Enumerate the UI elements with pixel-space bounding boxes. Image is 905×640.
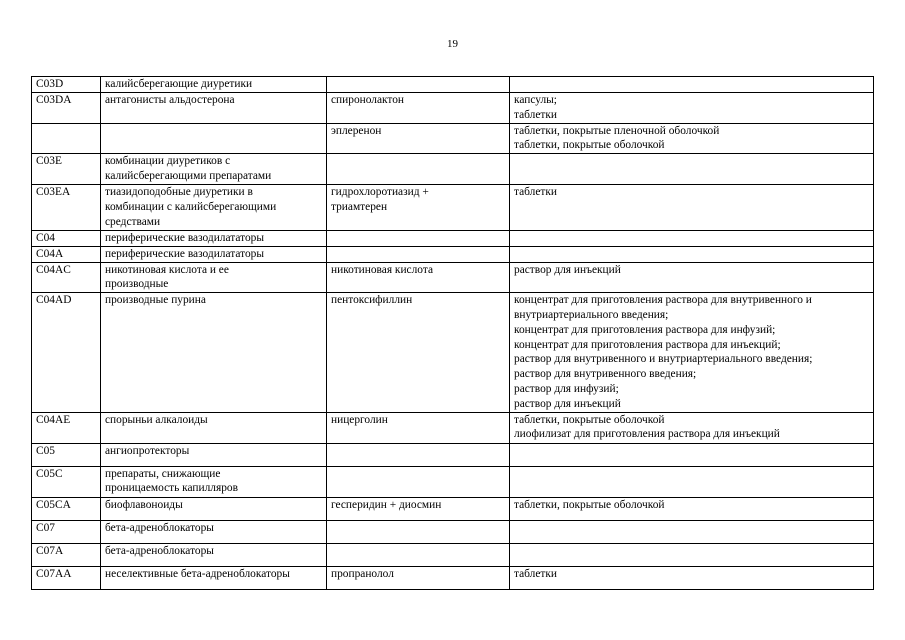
group-cell [101, 123, 327, 154]
group-cell [101, 466, 327, 497]
table-row [32, 123, 874, 154]
cell-line: комбинации с калийсберегающими [105, 200, 277, 213]
table-row [32, 93, 874, 124]
drug-name-cell [327, 77, 510, 93]
cell-line: таблетки, покрытые оболочкой [514, 413, 665, 426]
group-cell [101, 185, 327, 230]
table-row [32, 154, 874, 185]
cell-line: пропранолол [331, 567, 394, 580]
cell-text: C07A [36, 544, 64, 557]
dosage-form-cell [510, 246, 874, 262]
cell-line: внутриартериального введения; [514, 308, 669, 321]
cell-line: раствор для инфузий; [514, 382, 619, 395]
group-cell [101, 154, 327, 185]
table-row [32, 412, 874, 443]
cell-line: раствор для внутривенного и внутриартериального введения; [514, 353, 813, 366]
cell-line: триамтерен [331, 200, 388, 213]
drug-name-cell [327, 123, 510, 154]
dosage-form-cell [510, 293, 874, 412]
cell-line: никотиновая кислота [331, 263, 434, 276]
cell-text: C07 [36, 521, 55, 534]
atc-code-cell [32, 77, 101, 93]
cell-line: антагонисты альдостерона [105, 94, 235, 106]
cell-text: C03E [36, 155, 62, 168]
cell-line: концентрат для приготовления раствора для внутривенного и [514, 294, 812, 307]
cell-line: калийсберегающими препаратами [105, 169, 272, 182]
atc-code-cell [32, 123, 101, 154]
cell-line: спорыньи алкалоиды [105, 413, 208, 426]
group-cell [101, 77, 327, 93]
atc-code-cell [32, 293, 101, 412]
drug-name-cell [327, 443, 510, 466]
group-cell [101, 520, 327, 543]
atc-code-cell [32, 230, 101, 246]
atc-code-cell [32, 154, 101, 185]
drug-name-cell [327, 520, 510, 543]
cell-line: таблетки, покрытые оболочкой [514, 139, 665, 152]
cell-text: C03EA [36, 186, 71, 199]
cell-line: таблетки, покрытые пленочной оболочкой [514, 124, 720, 137]
table-row [32, 566, 874, 589]
cell-line: тиазидоподобные диуретики в [105, 186, 253, 199]
dosage-form-cell [510, 520, 874, 543]
dosage-form-cell [510, 443, 874, 466]
cell-line: производные пурина [105, 294, 206, 307]
group-cell [101, 566, 327, 589]
dosage-form-cell [510, 543, 874, 566]
table-row [32, 443, 874, 466]
atc-code-cell [32, 543, 101, 566]
cell-line: ангиопротекторы [105, 444, 190, 457]
cell-line: никотиновая кислота и ее [105, 263, 229, 276]
cell-text: C05C [36, 467, 63, 480]
cell-text: C04 [36, 231, 55, 244]
drug-name-cell [327, 93, 510, 124]
cell-text: C04AE [36, 413, 71, 426]
cell-text: C05 [36, 444, 55, 457]
table-row [32, 466, 874, 497]
drug-name-cell [327, 185, 510, 230]
table-row [32, 262, 874, 293]
dosage-form-cell [510, 93, 874, 124]
atc-code-cell [32, 185, 101, 230]
atc-code-cell [32, 246, 101, 262]
atc-code-cell [32, 520, 101, 543]
group-cell [101, 93, 327, 124]
table-row [32, 497, 874, 520]
drug-name-cell [327, 543, 510, 566]
dosage-form-cell [510, 262, 874, 293]
cell-line: гесперидин + диосмин [331, 498, 442, 511]
cell-line: производные [105, 278, 169, 291]
atc-code-cell [32, 466, 101, 497]
table-body [32, 77, 874, 590]
group-cell [101, 293, 327, 412]
atc-code-cell [32, 412, 101, 443]
atc-code-cell [32, 497, 101, 520]
table-row [32, 185, 874, 230]
cell-text: C03D [36, 78, 64, 90]
cell-line: таблетки, покрытые оболочкой [514, 498, 665, 511]
cell-text: C04AC [36, 263, 71, 276]
cell-line: таблетки [514, 567, 558, 580]
dosage-form-cell [510, 154, 874, 185]
cell-line: препараты, снижающие [105, 467, 221, 480]
cell-line: бета-адреноблокаторы [105, 544, 214, 557]
group-cell [101, 246, 327, 262]
cell-line: биофлавоноиды [105, 498, 183, 511]
cell-text: C04AD [36, 294, 72, 307]
group-cell [101, 497, 327, 520]
atc-code-cell [32, 443, 101, 466]
cell-line: гидрохлоротиазид + [331, 186, 429, 199]
cell-line: таблетки [514, 186, 558, 199]
drug-name-cell [327, 412, 510, 443]
atc-code-cell [32, 93, 101, 124]
cell-text: C07AA [36, 567, 72, 580]
drug-classification-table [31, 76, 874, 590]
cell-line: периферические вазодилататоры [105, 231, 264, 244]
cell-line: эплеренон [331, 124, 382, 137]
cell-line: концентрат для приготовления раствора для инъекций; [514, 338, 781, 351]
cell-line: периферические вазодилататоры [105, 247, 264, 260]
dosage-form-cell [510, 230, 874, 246]
dosage-form-cell [510, 77, 874, 93]
cell-line: концентрат для приготовления раствора для инфузий; [514, 323, 776, 336]
group-cell [101, 543, 327, 566]
cell-line: раствор для инъекций [514, 263, 621, 276]
cell-line: ницерголин [331, 413, 388, 426]
dosage-form-cell [510, 185, 874, 230]
table-row [32, 230, 874, 246]
cell-line: комбинации диуретиков с [105, 155, 231, 168]
cell-line: раствор для внутривенного введения; [514, 368, 697, 381]
cell-line: спиронолактон [331, 94, 405, 106]
cell-line: бета-адреноблокаторы [105, 521, 214, 534]
cell-text: C04A [36, 247, 64, 260]
table-row [32, 520, 874, 543]
drug-name-cell [327, 154, 510, 185]
atc-code-cell [32, 262, 101, 293]
page-number: 19 [447, 38, 458, 50]
dosage-form-cell [510, 412, 874, 443]
group-cell [101, 443, 327, 466]
drug-name-cell [327, 466, 510, 497]
dosage-form-cell [510, 123, 874, 154]
cell-line: проницаемость капилляров [105, 482, 238, 495]
cell-line: калийсберегающие диуретики [105, 78, 253, 90]
dosage-form-cell [510, 497, 874, 520]
drug-name-cell [327, 230, 510, 246]
cell-line: неселективные бета-адреноблокаторы [105, 567, 290, 580]
cell-line: пентоксифиллин [331, 294, 413, 307]
drug-name-cell [327, 246, 510, 262]
cell-text: C03DA [36, 94, 72, 106]
dosage-form-cell [510, 466, 874, 497]
group-cell [101, 262, 327, 293]
table-row [32, 246, 874, 262]
cell-text: C05CA [36, 498, 71, 511]
group-cell [101, 230, 327, 246]
drug-name-cell [327, 262, 510, 293]
drug-name-cell [327, 293, 510, 412]
drug-name-cell [327, 497, 510, 520]
atc-code-cell [32, 566, 101, 589]
group-cell [101, 412, 327, 443]
cell-line: таблетки [514, 108, 558, 121]
cell-line: средствами [105, 215, 161, 228]
dosage-form-cell [510, 566, 874, 589]
cell-line: капсулы; [514, 94, 557, 106]
drug-name-cell [327, 566, 510, 589]
cell-line: лиофилизат для приготовления раствора для инъекций [514, 428, 780, 441]
table-row [32, 543, 874, 566]
cell-line: раствор для инъекций [514, 397, 621, 410]
table-row [32, 293, 874, 412]
table-row [32, 77, 874, 93]
